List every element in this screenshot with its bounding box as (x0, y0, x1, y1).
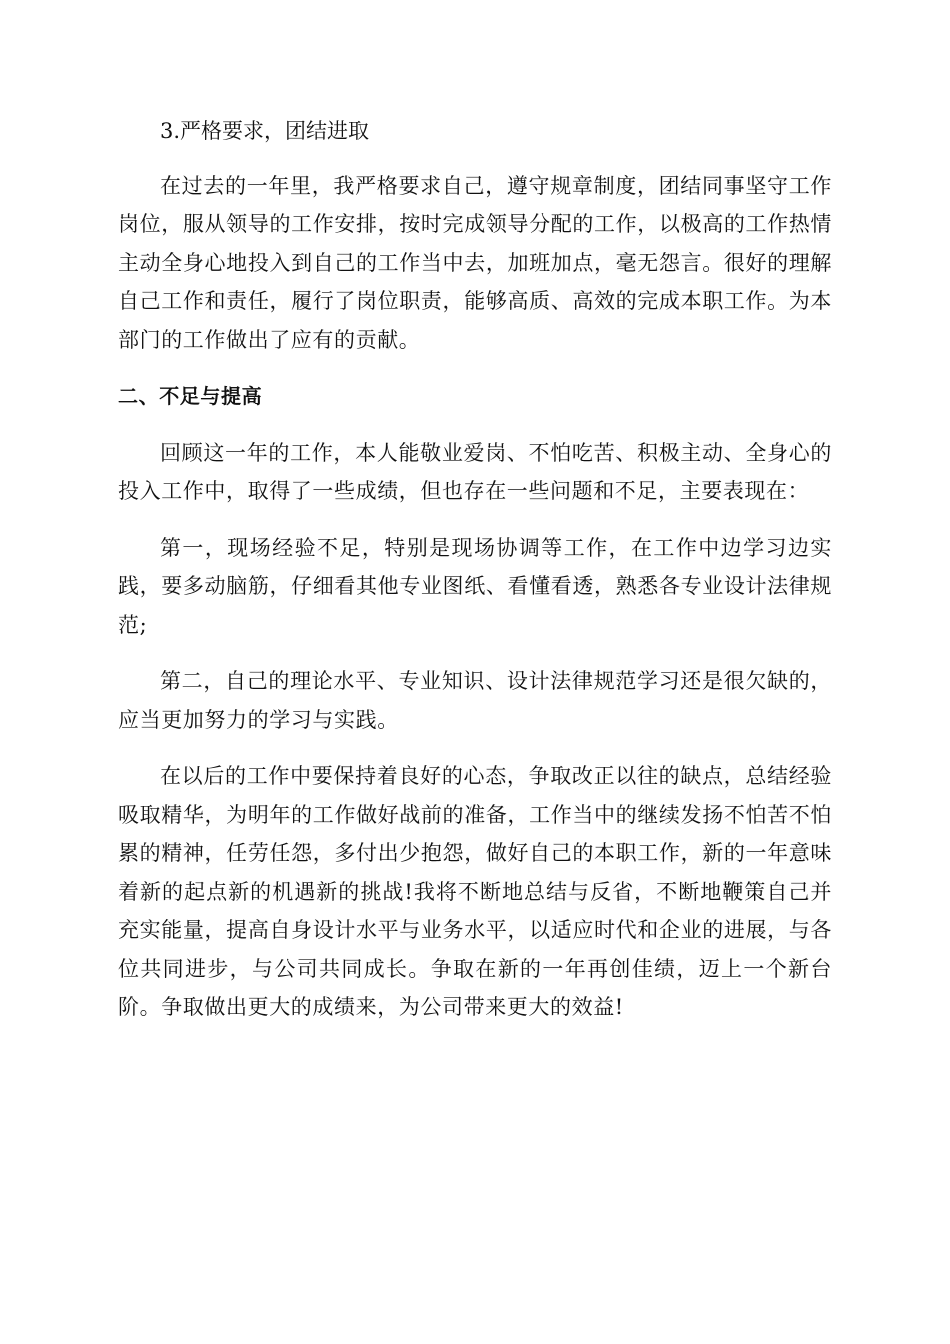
paragraph-first-point: 第一，现场经验不足，特别是现场协调等工作，在工作中边学习边实践，要多动脑筋，仔细看其他专业图纸、看懂看透，熟悉各专业设计法律规范; (118, 535, 832, 637)
paragraph-outlook: 在以后的工作中要保持着良好的心态，争取改正以往的缺点，总结经验吸取精华，为明年的工作做好战前的准备，工作当中的继续发扬不怕苦不怕累的精神，任劳任怨，多付出少抱怨，做好自己的本职工作，新的一年意味着新的起点新的机遇新的挑战!我将不断地总结与反省，不断地鞭策自己并充实能量，提高自身设计水平与业务水平，以适应时代和企业的进展，与各位共同进步，与公司共同成长。争取在新的一年再创佳绩，迈上一个新台阶。争取做出更大的成绩来，为公司带来更大的效益! (118, 764, 832, 1019)
section-3-paragraph: 在过去的一年里，我严格要求自己，遵守规章制度，团结同事坚守工作岗位，服从领导的工作安排，按时完成领导分配的工作，以极高的工作热情主动全身心地投入到自己的工作当中去，加班加点，毫无怨言。很好的理解自己工作和责任，履行了岗位职责，能够高质、高效的完成本职工作。为本部门的工作做出了应有的贡献。 (118, 173, 832, 352)
part-2-heading: 二、不足与提高 (118, 384, 263, 408)
paragraph-second-point: 第二，自己的理论水平、专业知识、设计法律规范学习还是很欠缺的，应当更加努力的学习与实践。 (118, 669, 832, 732)
document-page (118, 112, 832, 1027)
paragraph-review: 回顾这一年的工作，本人能敬业爱岗、不怕吃苦、积极主动、全身心的投入工作中，取得了一些成绩，但也存在一些问题和不足，主要表现在： (118, 440, 832, 503)
section-3-heading: 3.严格要求，团结进取 (160, 119, 370, 143)
